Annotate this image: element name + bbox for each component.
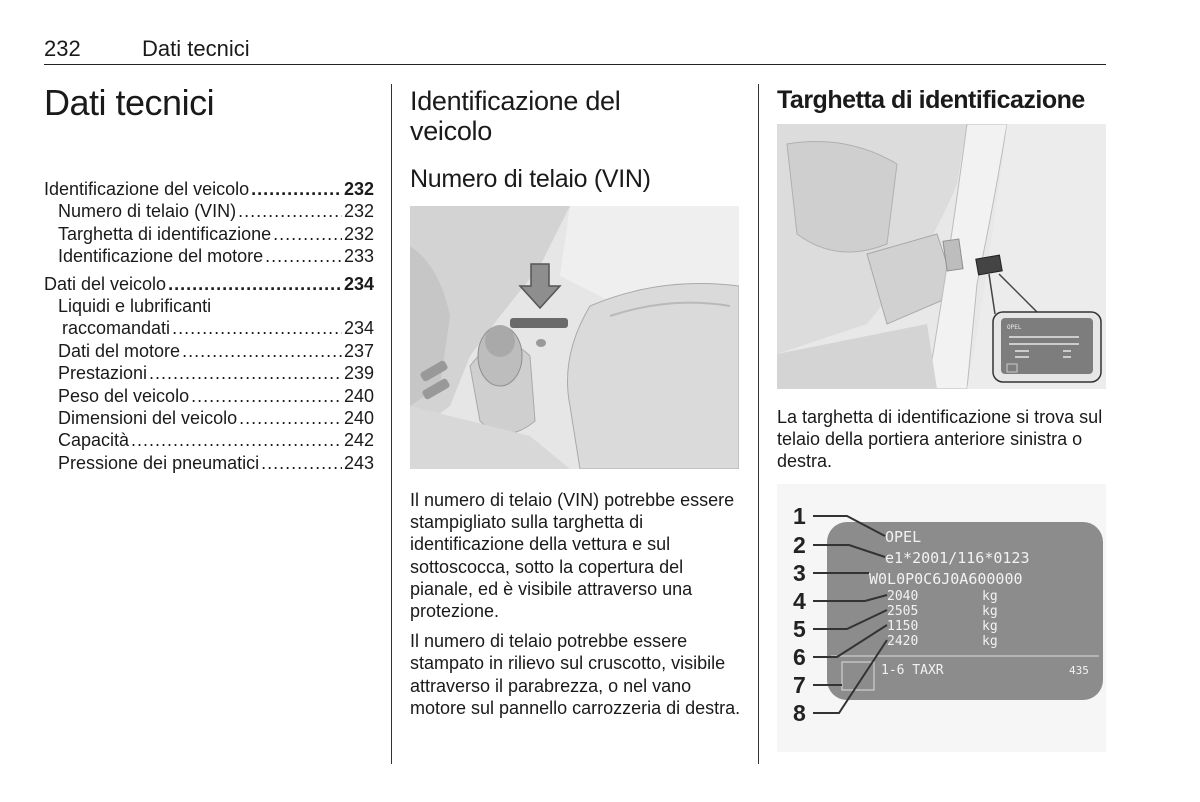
toc-entry-label: Dati del veicolo — [44, 273, 167, 294]
toc-entry-label: Dati del motore — [58, 340, 181, 361]
plate-weight-4: 2420 — [887, 634, 919, 649]
callout-4: 4 — [793, 588, 806, 614]
subsection-title-plate: Targhetta di identificazione — [777, 86, 1085, 114]
toc-entry-label: Targhetta di identificazione — [58, 223, 272, 244]
toc-entry[interactable] — [44, 200, 374, 222]
toc-entry-page: 239 — [343, 363, 374, 384]
toc-entry-page: 243 — [343, 452, 374, 473]
toc-entry-page: 237 — [343, 340, 374, 361]
callout-1: 1 — [793, 503, 806, 529]
plate-description — [777, 406, 1109, 481]
toc-entry-label: Peso del veicolo — [58, 385, 190, 406]
toc-leader-dots — [273, 223, 342, 245]
toc-leader-dots — [191, 385, 342, 407]
callout-7: 7 — [793, 672, 806, 698]
plate-brand: OPEL — [885, 528, 922, 546]
section-title-line2: veicolo — [410, 116, 492, 146]
toc-entry-page: 233 — [343, 246, 374, 267]
toc-entry[interactable] — [44, 429, 374, 451]
plate-diagram-svg — [777, 484, 1106, 752]
toc-entry[interactable] — [44, 245, 374, 267]
toc-entry[interactable] — [44, 385, 374, 407]
plate-weight-3: 1150 — [887, 619, 919, 634]
toc-entry-label: Prestazioni — [58, 363, 148, 384]
callout-2: 2 — [793, 532, 806, 558]
column-divider-2 — [758, 84, 759, 764]
chapter-title: Dati tecnici — [44, 82, 215, 123]
plate-unit-3: kg — [982, 619, 998, 634]
toc-section-entry[interactable] — [44, 178, 374, 200]
toc-entry-label: Pressione dei pneumatici — [58, 452, 260, 473]
table-of-contents — [44, 178, 374, 474]
toc-entry-label: Dimensioni del veicolo — [58, 408, 238, 429]
svg-text:OPEL: OPEL — [1007, 324, 1022, 331]
toc-entry-page: 232 — [343, 179, 374, 199]
page-number: 232 — [44, 36, 81, 61]
plate-bottom-code: 1-6 TAXR — [881, 663, 944, 678]
toc-leader-dots — [239, 407, 342, 429]
toc-entry[interactable] — [44, 223, 374, 245]
toc-leader-dots — [265, 245, 342, 267]
plate-unit-1: kg — [982, 589, 998, 604]
toc-entry-label: Liquidi e lubrificanti — [58, 296, 212, 317]
plate-location-photo — [777, 124, 1106, 389]
toc-entry-page: 242 — [343, 430, 374, 451]
plate-corner-code: 435 — [1069, 664, 1089, 677]
toc-entry-label: Capacità — [58, 430, 130, 451]
running-header — [44, 36, 1106, 65]
toc-entry-page: 232 — [343, 201, 374, 222]
plate-vin: W0L0P0C6J0A600000 — [869, 570, 1023, 588]
running-header-title: Dati tecnici — [142, 36, 250, 61]
toc-entry[interactable] — [44, 452, 374, 474]
toc-leader-dots — [261, 452, 342, 474]
toc-section-entry[interactable] — [44, 273, 374, 295]
toc-entry-page: 232 — [343, 223, 374, 244]
toc-entry-page: 240 — [343, 408, 374, 429]
toc-leader-dots — [172, 317, 342, 339]
toc-leader-dots — [251, 178, 342, 200]
toc-entry-page: 240 — [343, 385, 374, 406]
toc-entry[interactable] — [44, 407, 374, 429]
toc-entry-page: 234 — [343, 273, 374, 294]
toc-entry-label: Identificazione del veicolo — [44, 179, 250, 199]
toc-leader-dots — [238, 200, 342, 222]
plate-diagram — [777, 484, 1106, 752]
callout-8: 8 — [793, 700, 806, 726]
toc-entry[interactable] — [44, 317, 374, 339]
plate-weight-2: 2505 — [887, 604, 919, 619]
vin-location-photo — [410, 206, 739, 469]
toc-entry-label: Identificazione del motore — [58, 246, 264, 267]
toc-entry-page: 234 — [343, 318, 374, 339]
vin-paragraph-2: Il numero di telaio potrebbe essere stampato in rilievo sul cruscotto, visibile attraverso il parabrezza, o nel vano motore sul pannello carrozzeria di destra. — [410, 631, 741, 718]
column-divider — [391, 84, 392, 764]
callout-5: 5 — [793, 616, 806, 642]
toc-entry-label: raccomandati — [62, 318, 171, 339]
section-title — [410, 86, 620, 146]
section-title-line1: Identificazione del — [410, 86, 621, 116]
toc-leader-dots — [149, 362, 342, 384]
plate-paragraph: La targhetta di identificazione si trova sul telaio della portiera anteriore sinistra o destra. — [777, 407, 1103, 472]
toc-leader-dots — [131, 429, 342, 451]
vin-description — [410, 489, 742, 727]
toc-leader-dots — [182, 340, 342, 362]
toc-entry-label: Numero di telaio (VIN) — [58, 201, 237, 222]
toc-leader-dots — [168, 273, 342, 295]
callout-6: 6 — [793, 644, 806, 670]
plate-unit-4: kg — [982, 634, 998, 649]
plate-approval: e1*2001/116*0123 — [885, 549, 1030, 567]
callout-3: 3 — [793, 560, 806, 586]
toc-entry[interactable] — [44, 340, 374, 362]
toc-entry[interactable] — [44, 295, 374, 317]
vin-paragraph-1: Il numero di telaio (VIN) potrebbe essere stampigliato sulla targhetta di identificazione della vettura e sul sottoscocca, sotto la copertura del pianale, ed è visibile attraverso una protezione. — [410, 490, 735, 622]
plate-weight-1: 2040 — [887, 589, 919, 604]
plate-unit-2: kg — [982, 604, 998, 619]
subsection-title-vin: Numero di telaio (VIN) — [410, 165, 651, 193]
toc-entry[interactable] — [44, 362, 374, 384]
